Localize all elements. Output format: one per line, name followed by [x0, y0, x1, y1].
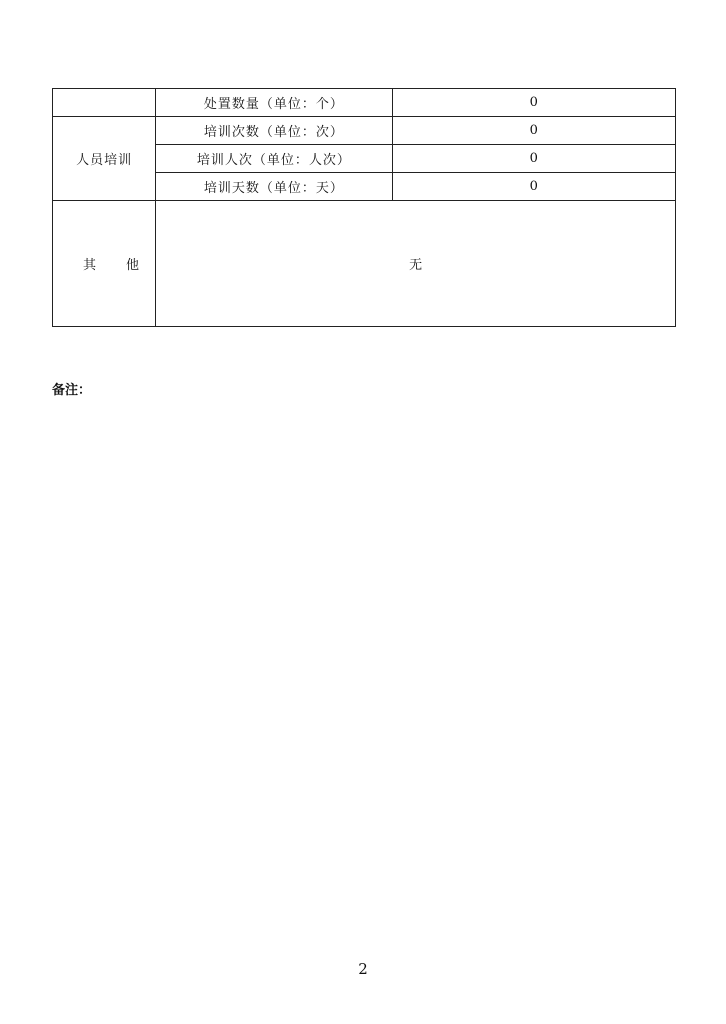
value-cell-disposal-count: 0: [392, 89, 675, 117]
table-row: [53, 89, 676, 117]
remarks-label: 备注：: [52, 383, 92, 398]
report-table: [52, 88, 676, 327]
item-cell-training-days: 培训天数（单位：天）: [156, 173, 392, 201]
table-row: [53, 201, 676, 327]
table-row: [53, 117, 676, 145]
item-cell-training-sessions: 培训次数（单位：次）: [156, 117, 392, 145]
value-cell-training-attendees: 0: [392, 145, 675, 173]
item-cell-training-attendees: 培训人次（单位：人次）: [156, 145, 392, 173]
category-cell-personnel-training: 人员培训: [53, 117, 156, 201]
other-label-cell: 其他: [53, 201, 156, 327]
page-number: 2: [358, 960, 368, 978]
other-value-cell: 无: [156, 201, 676, 327]
category-cell-empty: [53, 89, 156, 117]
value-cell-training-days: 0: [392, 173, 675, 201]
item-cell-disposal-count: 处置数量（单位：个）: [156, 89, 392, 117]
value-cell-training-sessions: 0: [392, 117, 675, 145]
